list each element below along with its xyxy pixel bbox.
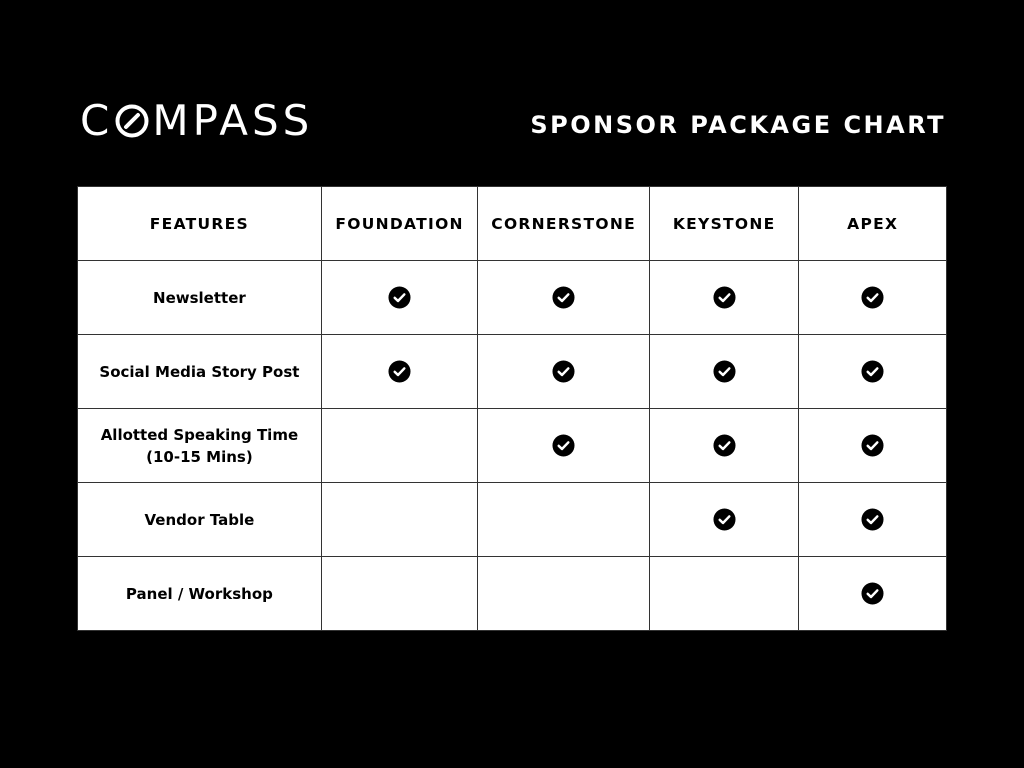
check-circle-icon bbox=[552, 286, 575, 309]
header-keystone: KEYSTONE bbox=[649, 187, 799, 261]
header-foundation: FOUNDATION bbox=[321, 187, 478, 261]
logo-text-start: C bbox=[80, 96, 114, 145]
check-circle-icon bbox=[861, 508, 884, 531]
feature-label-line1: Allotted Speaking Time bbox=[100, 425, 299, 444]
header-features: FEATURES bbox=[78, 187, 322, 261]
feature-cell bbox=[78, 409, 322, 483]
check-circle-icon bbox=[552, 360, 575, 383]
tier-cell bbox=[799, 261, 947, 335]
tier-cell bbox=[321, 483, 478, 557]
feature-label-line2: (10-15 Mins) bbox=[146, 447, 253, 466]
check-circle-icon bbox=[861, 582, 884, 605]
tier-cell bbox=[649, 335, 799, 409]
tier-cell bbox=[478, 483, 650, 557]
tier-cell bbox=[321, 335, 478, 409]
tier-cell bbox=[478, 335, 650, 409]
logo-compass-o-icon bbox=[115, 104, 149, 138]
header-apex: APEX bbox=[799, 187, 947, 261]
tier-cell bbox=[799, 409, 947, 483]
logo-text-end: MPASS bbox=[152, 96, 314, 145]
check-circle-icon bbox=[713, 508, 736, 531]
check-circle-icon bbox=[861, 434, 884, 457]
table-row bbox=[78, 409, 947, 483]
sponsor-package-table bbox=[77, 186, 947, 631]
tier-cell bbox=[649, 557, 799, 631]
table-row bbox=[78, 335, 947, 409]
header-cornerstone: CORNERSTONE bbox=[478, 187, 650, 261]
tier-cell bbox=[799, 483, 947, 557]
check-circle-icon bbox=[861, 286, 884, 309]
check-circle-icon bbox=[713, 286, 736, 309]
tier-cell bbox=[649, 409, 799, 483]
table-row bbox=[78, 557, 947, 631]
tier-cell bbox=[649, 483, 799, 557]
tier-cell bbox=[478, 409, 650, 483]
tier-cell bbox=[321, 261, 478, 335]
tier-cell bbox=[321, 557, 478, 631]
tier-cell bbox=[649, 261, 799, 335]
compass-logo bbox=[80, 96, 314, 145]
tier-cell bbox=[799, 557, 947, 631]
check-circle-icon bbox=[861, 360, 884, 383]
check-circle-icon bbox=[713, 434, 736, 457]
feature-cell: Social Media Story Post bbox=[78, 335, 322, 409]
check-circle-icon bbox=[388, 360, 411, 383]
table-header-row bbox=[78, 187, 947, 261]
tier-cell bbox=[799, 335, 947, 409]
check-circle-icon bbox=[388, 286, 411, 309]
page-title: SPONSOR PACKAGE CHART bbox=[530, 111, 946, 139]
table-row bbox=[78, 261, 947, 335]
feature-cell: Newsletter bbox=[78, 261, 322, 335]
check-circle-icon bbox=[552, 434, 575, 457]
tier-cell bbox=[321, 409, 478, 483]
tier-cell bbox=[478, 557, 650, 631]
feature-cell: Vendor Table bbox=[78, 483, 322, 557]
tier-cell bbox=[478, 261, 650, 335]
feature-cell: Panel / Workshop bbox=[78, 557, 322, 631]
check-circle-icon bbox=[713, 360, 736, 383]
table-row bbox=[78, 483, 947, 557]
